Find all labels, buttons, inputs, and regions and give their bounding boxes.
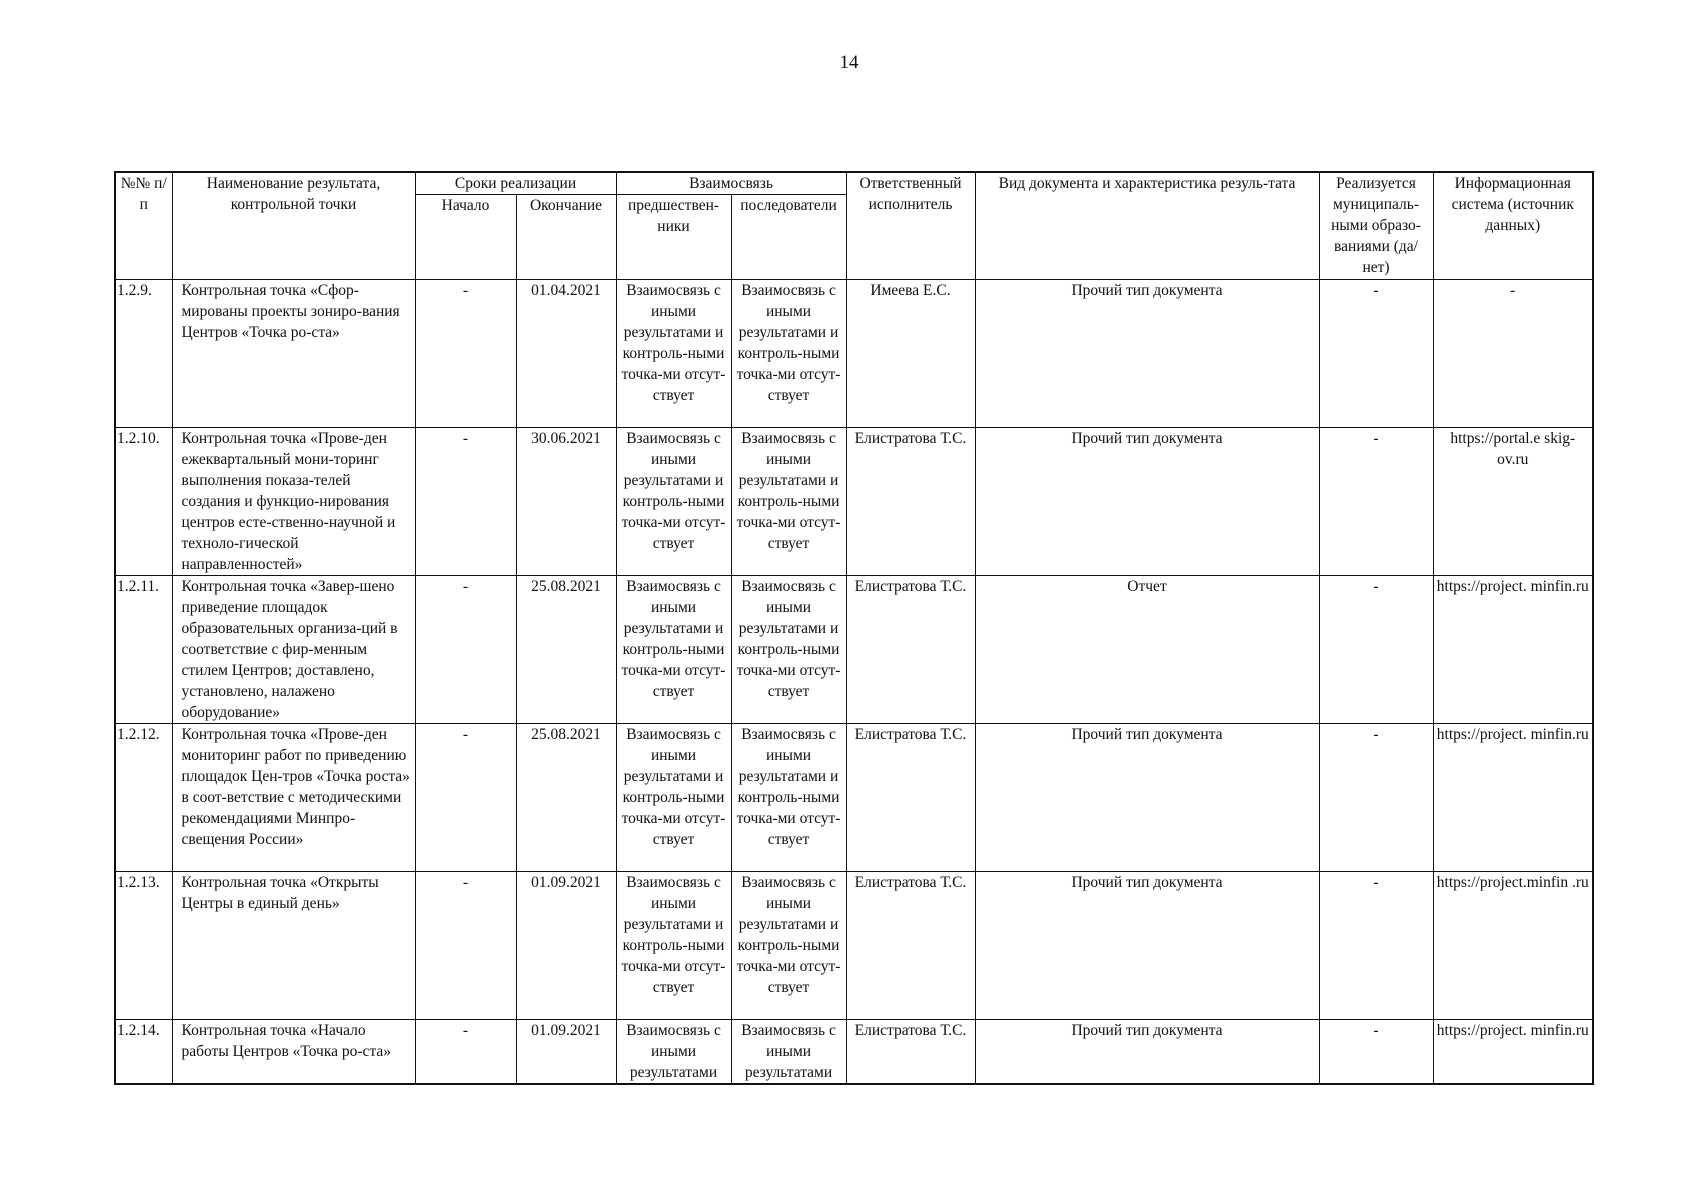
row-responsible: Елистратова Т.С.: [846, 576, 975, 724]
row-responsible: Имеева Е.С.: [846, 280, 975, 428]
row-predecessors: Взаимосвязь с иными результатами: [616, 1020, 731, 1085]
control-points-table: [114, 171, 1594, 1085]
row-start: -: [415, 576, 516, 724]
row-predecessors: Взаимосвязь с иными результатами и контроль-ными точка-ми отсут-ствует: [616, 428, 731, 576]
table-body: [115, 280, 1593, 1085]
row-municipal: -: [1319, 872, 1433, 1020]
row-end: 01.09.2021: [516, 1020, 616, 1085]
row-start: -: [415, 428, 516, 576]
row-successors: Взаимосвязь с иными результатами и контроль-ными точка-ми отсут-ствует: [731, 724, 846, 872]
header-info-system: Информационная система (источник данных): [1433, 172, 1593, 280]
row-name: Контрольная точка «Открыты Центры в единый день»: [172, 872, 415, 1020]
row-start: -: [415, 1020, 516, 1085]
row-municipal: -: [1319, 724, 1433, 872]
header-doc-type: Вид документа и характеристика резуль-тата: [975, 172, 1319, 280]
row-municipal: -: [1319, 576, 1433, 724]
row-municipal: -: [1319, 1020, 1433, 1085]
row-predecessors: Взаимосвязь с иными результатами и контроль-ными точка-ми отсут-ствует: [616, 576, 731, 724]
table-row: [115, 576, 1593, 724]
row-num: 1.2.9.: [115, 280, 172, 428]
row-doc-type: Прочий тип документа: [975, 280, 1319, 428]
table-row: [115, 280, 1593, 428]
row-name: Контрольная точка «Сфор-мированы проекты зониро-вания Центров «Точка ро-ста»: [172, 280, 415, 428]
row-successors: Взаимосвязь с иными результатами и контроль-ными точка-ми отсут-ствует: [731, 280, 846, 428]
row-start: -: [415, 872, 516, 1020]
table-header: [115, 172, 1593, 280]
row-num: 1.2.10.: [115, 428, 172, 576]
row-doc-type: Прочий тип документа: [975, 872, 1319, 1020]
row-info-system: https://portal.e skig-ov.ru: [1433, 428, 1593, 576]
row-predecessors: Взаимосвязь с иными результатами и контроль-ными точка-ми отсут-ствует: [616, 280, 731, 428]
header-municipal: Реализуется муниципаль-ными образо-ваниями (да/нет): [1319, 172, 1433, 280]
row-num: 1.2.14.: [115, 1020, 172, 1085]
row-doc-type: Отчет: [975, 576, 1319, 724]
header-predecessors: предшествен-ники: [616, 195, 731, 280]
row-municipal: -: [1319, 280, 1433, 428]
row-num: 1.2.13.: [115, 872, 172, 1020]
row-info-system: -: [1433, 280, 1593, 428]
row-num: 1.2.11.: [115, 576, 172, 724]
table-row: [115, 724, 1593, 872]
table-row: [115, 1020, 1593, 1085]
header-relation: Взаимосвязь: [616, 172, 846, 195]
table-row: [115, 872, 1593, 1020]
row-predecessors: Взаимосвязь с иными результатами и контроль-ными точка-ми отсут-ствует: [616, 872, 731, 1020]
row-num: 1.2.12.: [115, 724, 172, 872]
row-predecessors: Взаимосвязь с иными результатами и контроль-ными точка-ми отсут-ствует: [616, 724, 731, 872]
row-successors: Взаимосвязь с иными результатами и контроль-ными точка-ми отсут-ствует: [731, 872, 846, 1020]
row-info-system: https://project. minfin.ru: [1433, 576, 1593, 724]
row-responsible: Елистратова Т.С.: [846, 1020, 975, 1085]
table-row: [115, 428, 1593, 576]
row-start: -: [415, 280, 516, 428]
row-end: 30.06.2021: [516, 428, 616, 576]
row-end: 01.09.2021: [516, 872, 616, 1020]
row-end: 01.04.2021: [516, 280, 616, 428]
header-successors: последователи: [731, 195, 846, 280]
header-start: Начало: [415, 195, 516, 280]
row-successors: Взаимосвязь с иными результатами: [731, 1020, 846, 1085]
row-doc-type: Прочий тип документа: [975, 428, 1319, 576]
page-number: 14: [839, 52, 859, 73]
row-info-system: https://project. minfin.ru: [1433, 724, 1593, 872]
row-name: Контрольная точка «Начало работы Центров «Точка ро-ста»: [172, 1020, 415, 1085]
row-name: Контрольная точка «Прове-ден мониторинг работ по приведению площадок Цен-тров «Точка роста» в соот-ветствие с методическими рекомендациями Минпро-свещения России»: [172, 724, 415, 872]
header-responsible: Ответственный исполнитель: [846, 172, 975, 280]
row-name: Контрольная точка «Прове-ден ежеквартальный мони-торинг выполнения показа-телей создания и функцио-нирования центров есте-ственно-научной и техноло-гической направленностей»: [172, 428, 415, 576]
row-successors: Взаимосвязь с иными результатами и контроль-ными точка-ми отсут-ствует: [731, 576, 846, 724]
row-successors: Взаимосвязь с иными результатами и контроль-ными точка-ми отсут-ствует: [731, 428, 846, 576]
header-terms: Сроки реализации: [415, 172, 616, 195]
row-doc-type: Прочий тип документа: [975, 1020, 1319, 1085]
header-num: №№ п/п: [115, 172, 172, 280]
row-end: 25.08.2021: [516, 724, 616, 872]
row-responsible: Елистратова Т.С.: [846, 872, 975, 1020]
row-info-system: https://project.minfin .ru: [1433, 872, 1593, 1020]
row-name: Контрольная точка «Завер-шено приведение площадок образовательных организа-ций в соответствие с фир-менным стилем Центров; доставлено, установлено, налажено оборудование»: [172, 576, 415, 724]
row-responsible: Елистратова Т.С.: [846, 724, 975, 872]
header-name: Наименование результата, контрольной точки: [172, 172, 415, 280]
row-end: 25.08.2021: [516, 576, 616, 724]
row-municipal: -: [1319, 428, 1433, 576]
row-responsible: Елистратова Т.С.: [846, 428, 975, 576]
row-info-system: https://project. minfin.ru: [1433, 1020, 1593, 1085]
header-end: Окончание: [516, 195, 616, 280]
row-start: -: [415, 724, 516, 872]
row-doc-type: Прочий тип документа: [975, 724, 1319, 872]
